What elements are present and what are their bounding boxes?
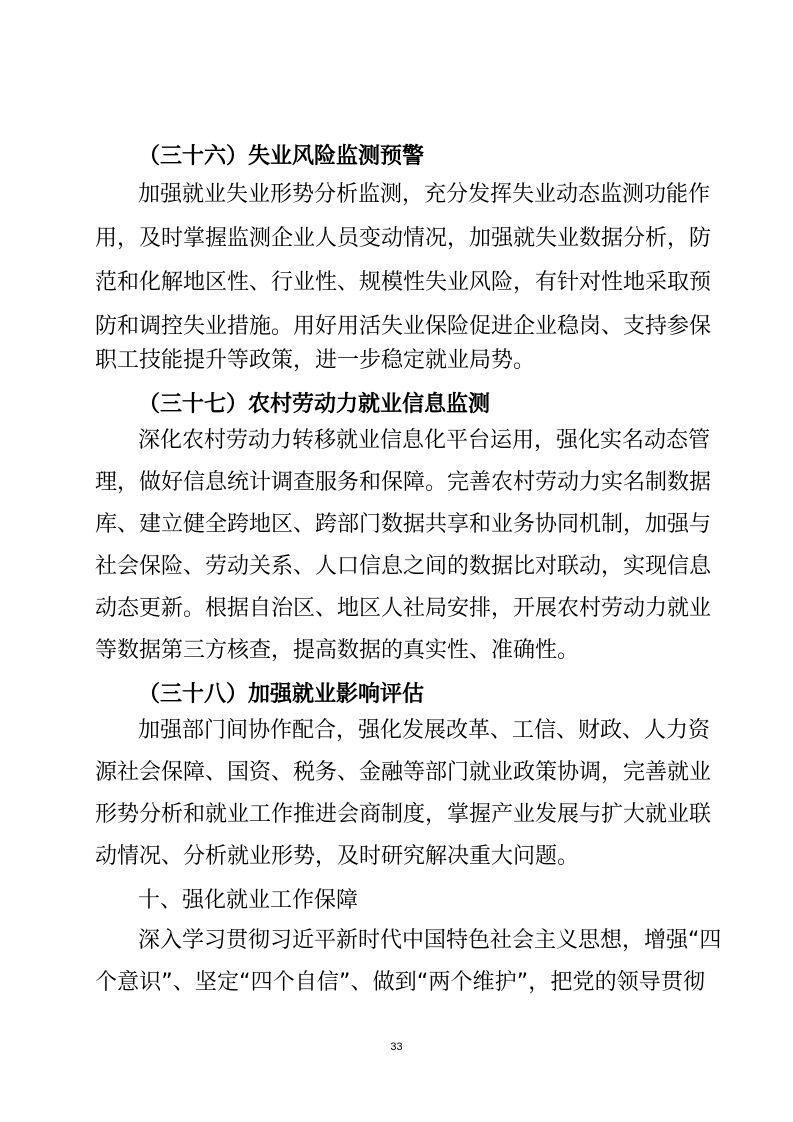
paragraph-line: 等数据第三方核查，提高数据的真实性、准确性。	[95, 638, 580, 663]
paragraph-line: 深化农村劳动力转移就业信息化平台运用，强化实名动态管	[138, 428, 711, 453]
chapter-heading-10: 十、强化就业工作保障	[138, 888, 359, 913]
paragraph-line: 动情况、分析就业形势，及时研究解决重大问题。	[95, 844, 580, 869]
paragraph-line: 防和调控失业措施。用好用活失业保险促进企业稳岗、支持参保	[95, 314, 712, 339]
page-number: 33	[390, 1041, 403, 1053]
section-heading-38: （三十八）加强就业影响评估	[138, 682, 425, 707]
paragraph-line: 用，及时掌握监测企业人员变动情况，加强就失业数据分析，防	[95, 226, 712, 251]
section-heading-37: （三十七）农村劳动力就业信息监测	[138, 392, 491, 417]
paragraph-line: 理，做好信息统计调查服务和保障。完善农村劳动力实名制数据	[95, 470, 712, 495]
paragraph-line: 源社会保障、国资、税务、金融等部门就业政策协调，完善就业	[95, 760, 712, 785]
paragraph-line: 职工技能提升等政策，进一步稳定就业局势。	[95, 348, 536, 373]
section-heading-36: （三十六）失业风险监测预警	[138, 144, 425, 169]
paragraph-line: 社会保险、劳动关系、人口信息之间的数据比对联动，实现信息	[95, 554, 712, 579]
paragraph-line: 形势分析和就业工作推进会商制度，掌握产业发展与扩大就业联	[95, 802, 712, 827]
paragraph-line: 加强部门间协作配合，强化发展改革、工信、财政、人力资	[138, 718, 711, 743]
paragraph-line: 个意识”、坚定“四个自信”、做到“两个维护”，把党的领导贯彻	[95, 970, 705, 995]
paragraph-line: 加强就业失业形势分析监测，充分发挥失业动态监测功能作	[138, 182, 711, 207]
paragraph-line: 库、建立健全跨地区、跨部门数据共享和业务协同机制，加强与	[95, 512, 712, 537]
paragraph-line: 范和化解地区性、行业性、规模性失业风险，有针对性地采取预	[95, 270, 712, 295]
paragraph-line: 动态更新。根据自治区、地区人社局安排，开展农村劳动力就业	[95, 596, 712, 621]
paragraph-line: 深入学习贯彻习近平新时代中国特色社会主义思想，增强“四	[138, 928, 722, 953]
